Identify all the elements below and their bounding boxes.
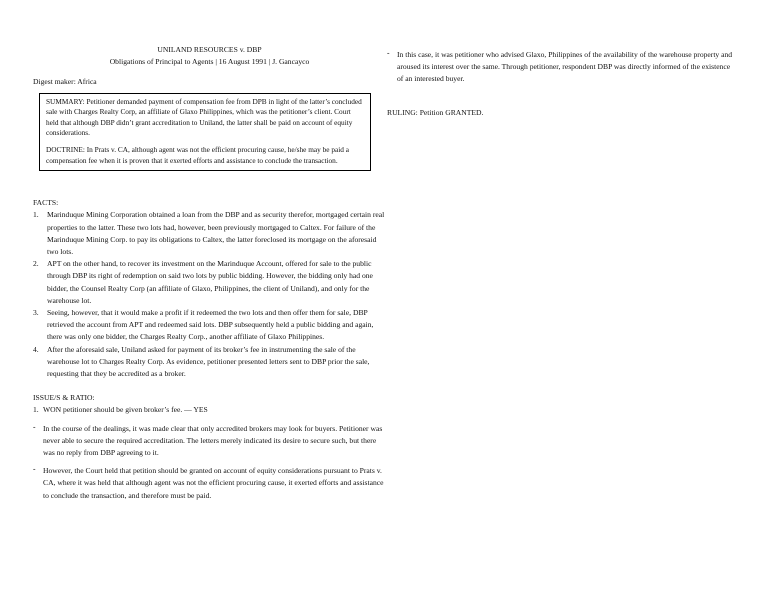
- fact-number: 3.: [33, 308, 39, 317]
- facts-section: [33, 197, 386, 380]
- fact-item: [33, 307, 386, 344]
- left-column: [33, 44, 386, 502]
- doctrine-text: DOCTRINE: In Prats v. CA, although agent was not the efficient procuring cause, he/she may be paid a compensation fee when it is proven that it exerted efforts and assistance to conclude the transaction.: [46, 144, 349, 165]
- issue-item: [33, 404, 386, 416]
- fact-number: 1.: [33, 210, 39, 220]
- fact-text: APT on the other hand, to recover its investment on the Marinduque Account, offered for sale to the public through DBP its right of redemption on said two lots by public bidding. However, the bidding only had one bidder, the Counsel Realty Corp (an affiliate of Glaxo, Philippines, the client of Uniland), and only for the warehouse lot.: [47, 259, 373, 305]
- dash-bullet-icon: -: [387, 48, 390, 57]
- fact-item: [33, 258, 386, 307]
- ratio-bullet: [33, 465, 386, 502]
- fact-item: [33, 344, 386, 381]
- fact-text: Seeing, however, that it would make a profit if it redeemed the two lots and then offer them for sale, DBP retrieved the account from APT and redeemed said lots. DBP subsequently held a public bidding and again, there was only one bidder, the Charges Realty Corp., another affiliate of Glaxo Philippines.: [47, 308, 374, 342]
- summary-box: [39, 93, 371, 172]
- dash-bullet-icon: -: [33, 464, 36, 474]
- dash-bullet-icon: -: [33, 421, 36, 431]
- ratio-text: In the course of the dealings, it was made clear that only accredited brokers may look for buyers. Petitioner was never able to secure the required accreditation. The letters merely indicated its desire to secure such, but there was no reply from DBP agreeing to it.: [43, 423, 383, 458]
- ruling-text: RULING: Petition GRANTED.: [387, 107, 484, 117]
- digest-maker: Digest maker: Africa: [33, 77, 97, 87]
- ratio-bullet: [33, 423, 386, 460]
- case-title: UNILAND RESOURCES v. DBP: [157, 45, 262, 54]
- fact-text: Marinduque Mining Corporation obtained a loan from the DBP and as security therefor, mortgaged certain real properties to the latter. These two lots had, however, been previously mortgaged to Caltex. For failure of the Marinduque Mining Corp. to pay its obligations to Caltex, the latter foreclosed its mortgage on the aforesaid two lots.: [47, 210, 385, 256]
- fact-item: [33, 209, 386, 258]
- issues-section: [33, 392, 386, 502]
- facts-list: [33, 209, 386, 380]
- case-subtitle: Obligations of Principal to Agents | 16 August 1991 | J. Gancayco: [109, 57, 310, 67]
- fact-number: 4.: [33, 344, 39, 354]
- issues-heading: ISSUE/S & RATIO:: [33, 393, 95, 403]
- right-column: [387, 48, 735, 117]
- issue-number: 1.: [33, 405, 39, 415]
- fact-text: After the aforesaid sale, Uniland asked for payment of its broker’s fee in instrumenting the sale of the warehouse lot to Charges Realty Corp. As evidence, petitioner presented letters sent to DBP prior the sale, requesting that they be accredited as a broker.: [47, 344, 370, 379]
- ratio-bullet: [387, 49, 735, 86]
- ratio-text: In this case, it was petitioner who advised Glaxo, Philippines of the availability of the warehouse property and aroused its interest over the same. Through petitioner, respondent DBP was directly informed of the existence of an interested buyer.: [397, 50, 733, 84]
- facts-heading: FACTS:: [33, 198, 59, 208]
- summary-text: SUMMARY: Petitioner demanded payment of compensation fee from DPB in light of the latter’s concluded sale with Charges Realty Corp, an affiliate of Glaxo Philippines, which was the petitioner’s client. Court held that although DBP didn’t grant accreditation to Uniland, the latter shall be paid on account of equity considerations.: [46, 96, 362, 138]
- ratio-text: However, the Court held that petition should be granted on account of equity considerations pursuant to Prats v. CA, where it was held that although agent was not the efficient procuring cause, it exerted efforts and assistance to conclude the transaction, and therefore must be paid.: [43, 466, 384, 500]
- issue-text: WON petitioner should be given broker’s fee. — YES: [43, 405, 208, 415]
- fact-number: 2.: [33, 259, 39, 269]
